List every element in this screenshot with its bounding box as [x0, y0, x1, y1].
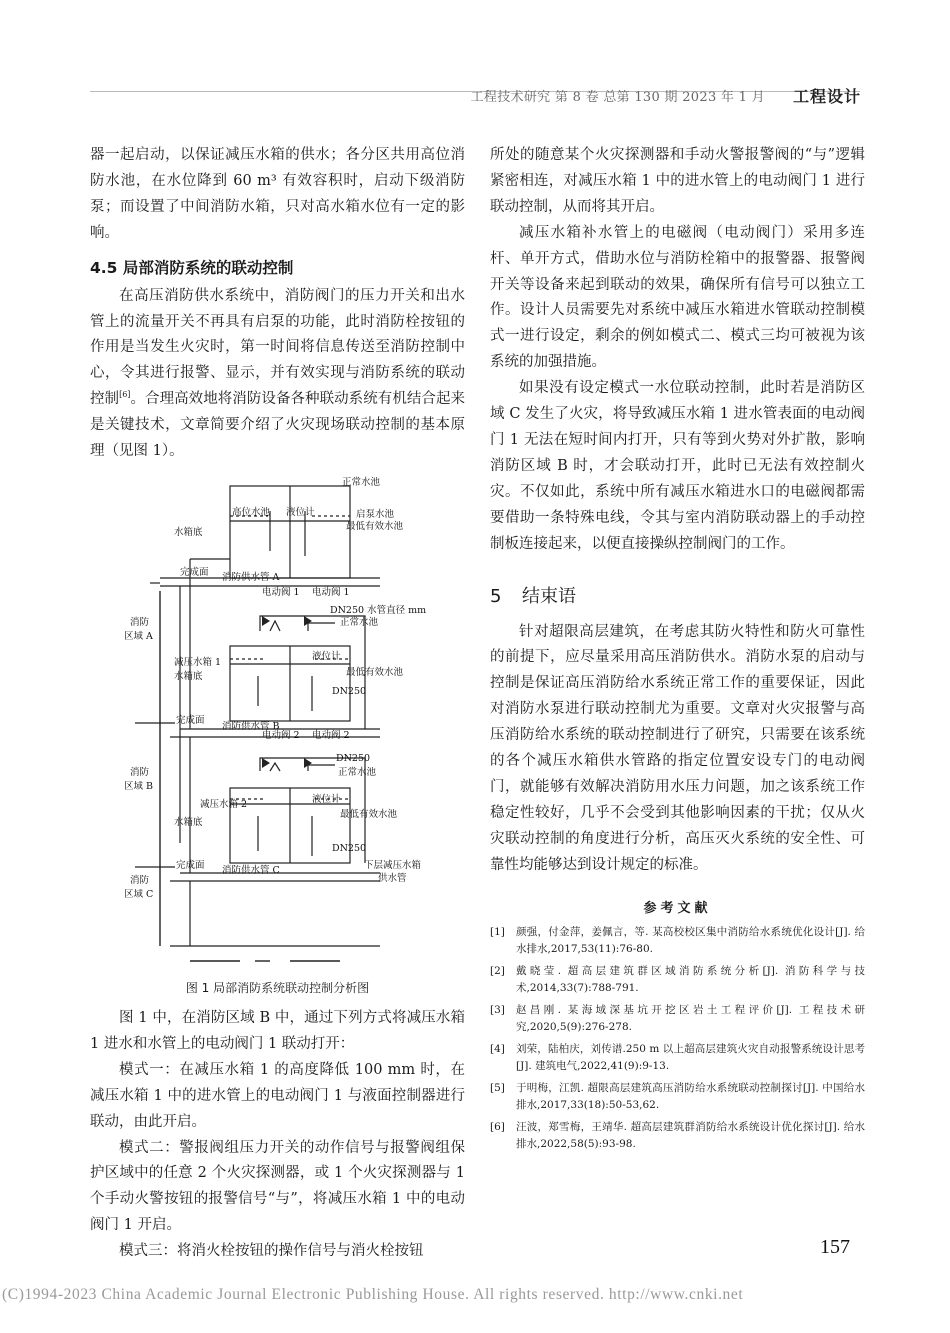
figure-label: 水箱底 [174, 816, 203, 828]
paragraph [90, 284, 465, 465]
figure-label: 消防供水管 B [222, 720, 280, 732]
references-title: 参考文献 [643, 900, 712, 916]
reference-item [490, 1080, 865, 1115]
reference-number: [6] [490, 1120, 505, 1133]
figure-label: 电动阀 2 [312, 729, 350, 741]
figure-label: 电动阀 1 [312, 586, 350, 598]
figure-label: 消防 [130, 874, 150, 886]
figure-label: 高位水池 [232, 506, 271, 518]
figure-label: 液位计 [312, 793, 341, 805]
figure-label: 减压水箱 1 [174, 656, 222, 668]
figure-label: 消防供水管 C [222, 864, 280, 876]
reference-text: 汪波，郑雪梅，王靖华. 超高层建筑群消防给水系统设计优化探讨[J]. 给水排水,2022,58(5):93-98. [516, 1120, 865, 1151]
left-column [90, 143, 465, 1265]
figure-caption: 图 1 局部消防系统联动控制分析图 [185, 980, 370, 995]
motorized-valve-2 [262, 758, 270, 768]
figure-label: 液位计 [286, 506, 315, 518]
reference-number: [4] [490, 1042, 505, 1055]
section-title: 结束语 [522, 585, 576, 607]
figure-label: DN250 [336, 752, 371, 764]
figure-label: DN250 水管直径 mm [330, 604, 427, 616]
figure-label: 正常水池 [342, 476, 381, 488]
reference-item [490, 1002, 865, 1037]
reference-item [490, 1119, 865, 1154]
reference-number: [5] [490, 1081, 505, 1094]
figure-label: 电动阀 1 [262, 586, 300, 598]
figure-label: 消防 [130, 766, 150, 778]
section-heading [490, 584, 865, 610]
section-number: 5 [490, 585, 502, 607]
journal-info: 工程技术研究 第 8 卷 总第 130 期 2023 年 1 月 [470, 90, 765, 105]
figure-label: 区域 C [124, 888, 154, 900]
figure-label: 最低有效水池 [340, 808, 398, 820]
paragraph: 减压水箱补水管上的电磁阀（电动阀门）采用多连杆、单开方式，借助水位与消防栓箱中的报警器、报警阀开关等设备来起到联动的效果，确保所有信号可以独立工作。设计人员需要先对系统中减压水箱进水管联动控制模式一进行设定，剩余的例如模式二、模式三均可被视为该系统的加强措施。 [490, 224, 865, 371]
motorized-valve-1 [262, 616, 270, 626]
figure-label: 正常水池 [338, 766, 377, 778]
paragraph: 图 1 中，在消防区域 B 中，通过下列方式将减压水箱 1 进水和水管上的电动阀门 1 联动打开： [90, 1009, 465, 1052]
figure-label: 水箱底 [174, 670, 203, 682]
reference-text: 于明梅，江凯. 超限高层建筑高压消防给水系统联动控制探讨[J]. 中国给水排水,2017,33(18):50-53,62. [516, 1081, 865, 1112]
paragraph: 器一起启动，以保证减压水箱的供水；各分区共用高位消防水池，在水位降到 60 m³ 有效容积时，启动下级消防泵；而设置了中间消防水箱，只对高水箱水位有一定的影响。 [90, 147, 465, 241]
figure-label: 最低有效水池 [346, 520, 404, 532]
paragraph: 如果没有设定模式一水位联动控制，此时若是消防区域 C 发生了火灾，将导致减压水箱 1 进水管表面的电动阀门 1 无法在短时间内打开，只有等到火势对外扩散，影响消防区域 B 时，才会联动打开，此时已无法有效控制火灾。不仅如此，系统中所有减压水箱进水口的电磁阀都需要借助一条特殊电线，令其与室内消防联动器上的手动控制板连接起来，以便直接操纵控制阀门的工作。 [490, 380, 865, 552]
paragraph: 模式一：在减压水箱 1 的高度降低 100 mm 时，在减压水箱 1 中的进水管上的电动阀门 1 与液面控制器进行联动，由此开启。 [90, 1061, 465, 1130]
reference-text: 刘荣，陆柏庆，刘传谱.250 m 以上超高层建筑火灾自动报警系统设计思考[J]. 建筑电气,2022,41(9):9-13. [516, 1042, 865, 1073]
figure-label: 启泵水池 [356, 508, 395, 520]
paragraph: 所处的随意某个火灾探测器和手动火警报警阀的“与”逻辑紧密相连，对减压水箱 1 中的进水管上的电动阀门 1 进行联动控制，从而将其开启。 [490, 147, 865, 215]
right-column [490, 143, 865, 1158]
figure-label: 区域 A [124, 630, 153, 642]
figure-1 [90, 471, 465, 981]
figure-label: 减压水箱 2 [200, 798, 248, 810]
reference-item [490, 924, 865, 959]
paragraph-text: 在高压消防供水系统中，消防阀门的压力开关和出水管上的流量开关不再具有启泵的功能，此时消防栓按钮的作用是当发生火灾时，第一时间将信息传送至消防控制中心，令其进行报警、显示，并有效实现与消防系统的联动控制 [90, 287, 465, 408]
copyright-footer: (C)1994-2023 China Academic Journal Electronic Publishing House. All rights reserved. http://www.cnki.net [2, 1286, 744, 1303]
figure-label: 完成面 [180, 566, 209, 578]
figure-label: DN250 [332, 685, 367, 697]
figure-label: 最低有效水池 [346, 666, 404, 678]
figure-label: 消防 [130, 616, 150, 628]
figure-label: 电动阀 2 [262, 729, 300, 741]
figure-label: 完成面 [176, 714, 205, 726]
figure-label: 正常水池 [340, 616, 379, 628]
reference-text: 颜强，付金萍，姜佩言，等. 某高校校区集中消防给水系统优化设计[J]. 给水排水,2017,53(11):76-80. [516, 925, 865, 956]
reference-number: [3] [490, 1003, 505, 1016]
figure-label: 消防供水管 A [222, 571, 280, 583]
section-tag: 工程设计 [793, 87, 862, 106]
paragraph: 模式三：将消火栓按钮的操作信号与消火栓按钮 [119, 1243, 424, 1260]
reference-text: 戴晓莹. 超高层建筑群区域消防系统分析[J]. 消防科学与技术,2014,33(7):788-791. [516, 964, 865, 995]
reference-number: [1] [490, 925, 505, 938]
figure-label: DN250 [332, 842, 367, 854]
figure-label: 供水管 [378, 872, 407, 884]
figure-label: 液位计 [312, 650, 341, 662]
paragraph-text: 。合理高效地将消防设备各种联动系统有机结合起来是关键技术，文章简要介绍了火灾现场联动控制的基本原理（见图 1）。 [90, 391, 465, 460]
reference-item [490, 963, 865, 998]
reference-number: [2] [490, 964, 505, 977]
citation: [6] [119, 390, 131, 400]
page-number: 157 [820, 1236, 850, 1258]
figure-label: 区域 B [124, 780, 154, 792]
reference-item [490, 1041, 865, 1076]
figure-label: 完成面 [176, 859, 205, 871]
figure-label: 下层减压水箱 [364, 859, 422, 871]
section-heading: 4.5 局部消防系统的联动控制 [90, 258, 294, 277]
paragraph: 模式二：警报阀组压力开关的动作信号与报警阀组保护区域中的任意 2 个火灾探测器，或 1 个火灾探测器与 1 个手动火警按钮的报警信号“与”，将减压水箱 1 中的电动阀门 1 开启。 [90, 1139, 465, 1234]
paragraph: 针对超限高层建筑，在考虑其防火特性和防火可靠性的前提下，应尽量采用高压消防供水。消防水泵的启动与控制是保证高压消防给水系统正常工作的重要保证，因此对消防水泵进行联动控制尤为重要。文章对火灾报警与高压消防给水系统的联动控制进行了研究，只需要在该系统的各个减压水箱供水管路的指定位置安设专门的电动阀门，就能够有效解决消防用水压力问题，加之该系统工作稳定性较好，几乎不会受到其他影响因素的干扰；仅从火灾联动控制的角度进行分析，高压灭火系统的安全性、可靠性均能够达到设计规定的标准。 [490, 623, 865, 873]
reference-text: 赵昌刚. 某海域深基坑开挖区岩土工程评价[J]. 工程技术研究,2020,5(9):276-278. [516, 1003, 865, 1034]
figure-label: 水箱底 [174, 526, 203, 538]
